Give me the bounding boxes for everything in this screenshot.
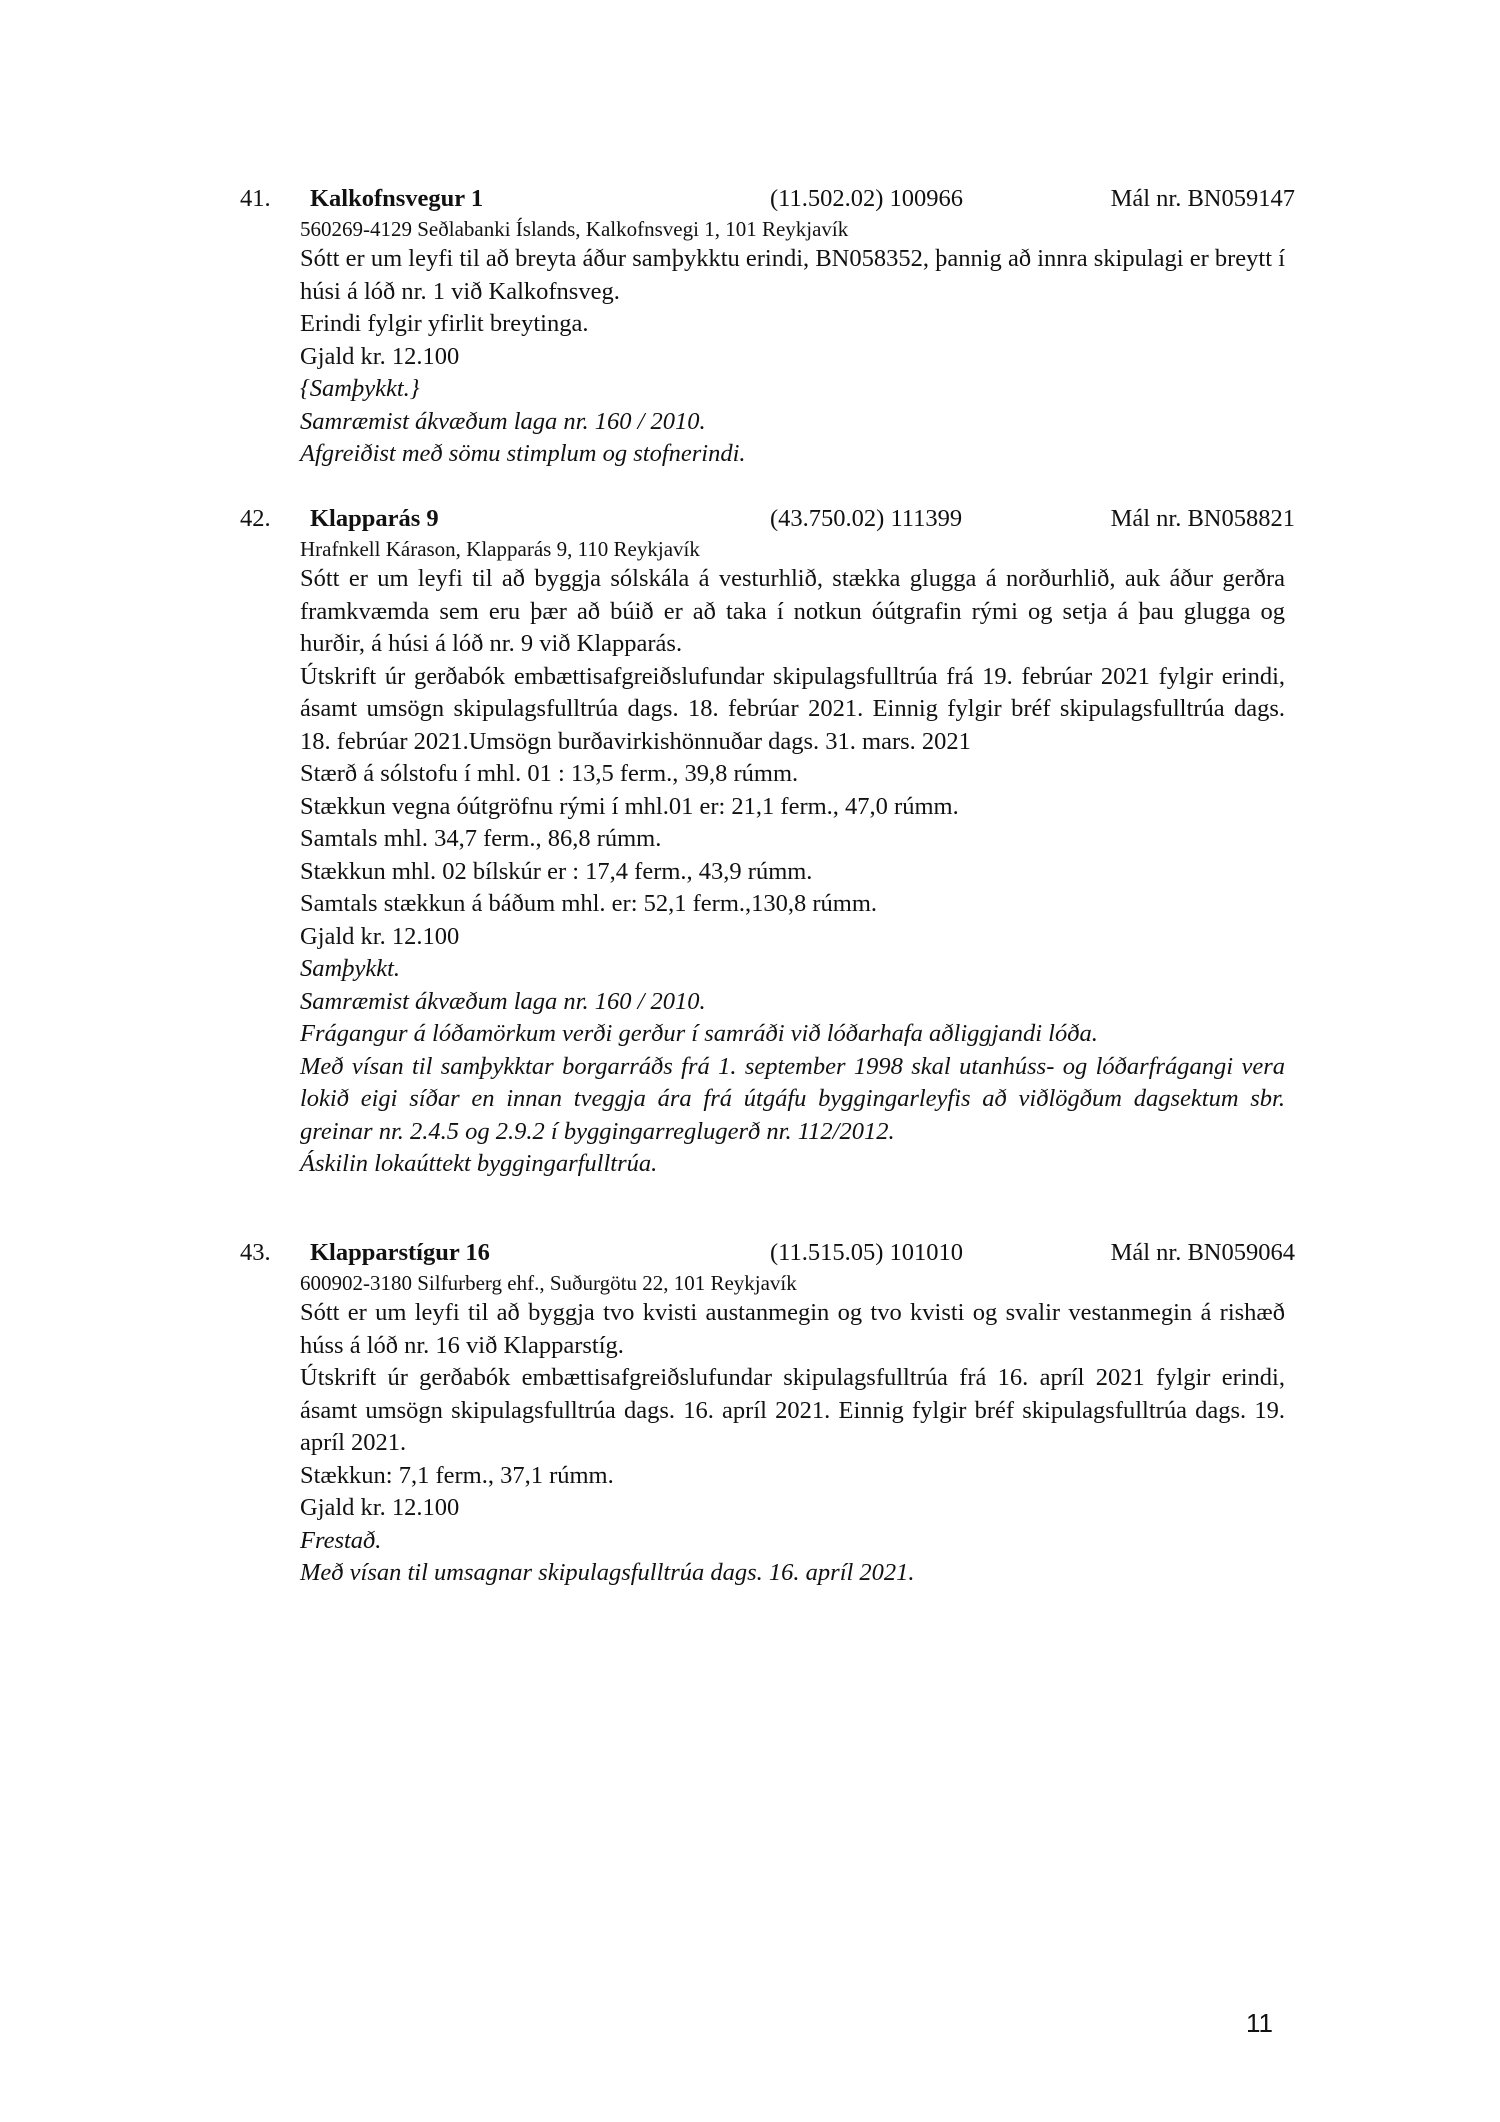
case-note: Samtals mhl. 34,7 ferm., 86,8 rúmm. [300, 825, 662, 852]
case-number: 42. [240, 505, 271, 532]
case-fee: Gjald kr. 12.100 [300, 342, 460, 370]
case-number: 43. [240, 1239, 271, 1266]
case-decision-note: Frágangur á lóðamörkum verði gerður í samráði við lóðarhafa aðliggjandi lóða. [300, 1020, 1098, 1047]
case-note: Útskrift úr gerðabók embættisafgreiðslufundar skipulagsfulltrúa frá 19. febrúar 2021 fylgir erindi, ásamt umsögn skipulagsfulltrúa dags. 18. febrúar 2021. Einnig fylgir bréf skipulagsfulltrúa dags. 18. febrúar 2021.Umsögn burðavirkishönnuðar dags. 31. mars. 2021 [300, 662, 1285, 755]
case-id: Mál nr. BN059147 [1110, 185, 1295, 212]
case-reference: (11.502.02) 100966 [770, 185, 964, 212]
case-note: Útskrift úr gerðabók embættisafgreiðslufundar skipulagsfulltrúa frá 16. apríl 2021 fylgir erindi, ásamt umsögn skipulagsfulltrúa dags. 16. apríl 2021. Einnig fylgir bréf skipulagsfulltrúa dags. 19. apríl 2021. [300, 1364, 1285, 1456]
case-title: Klapparás 9 [310, 505, 439, 532]
case-decision: Samþykkt. [300, 955, 400, 982]
case-decision-note: Afgreiðist með sömu stimplum og stofnerindi. [300, 440, 746, 467]
case-note: Samtals stækkun á báðum mhl. er: 52,1 ferm.,130,8 rúmm. [300, 890, 878, 917]
case-decision: {Samþykkt.} [300, 375, 420, 402]
case-decision: Frestað. [300, 1526, 382, 1554]
case-note: Erindi fylgir yfirlit breytinga. [300, 310, 589, 337]
case-title: Klapparstígur 16 [310, 1239, 490, 1266]
case-fee: Gjald kr. 12.100 [300, 1494, 460, 1521]
case-item-41 [240, 182, 1295, 471]
case-reference: (43.750.02) 111399 [770, 505, 963, 532]
case-fee: Gjald kr. 12.100 [300, 922, 460, 950]
case-note: Stækkun mhl. 02 bílskúr er : 17,4 ferm., 43,9 rúmm. [300, 857, 813, 885]
case-note: Stækkun vegna óútgröfnu rými í mhl.01 er: 21,1 ferm., 47,0 rúmm. [300, 792, 959, 820]
case-decision-note: Með vísan til samþykktar borgarráðs frá 1. september 1998 skal utanhúss- og lóðarfrágangi vera lokið eigi síðar en innan tveggja ára frá útgáfu byggingarleyfis að viðlögðum dagsektum sbr. greinar nr. 2.4.5 og 2.9.2 í byggingarreglugerð nr. 112/2012. [300, 1052, 1285, 1145]
case-applicant: 600902-3180 Silfurberg ehf., Suðurgötu 22, 101 Reykjavík [300, 1271, 797, 1295]
case-applicant: Hrafnkell Kárason, Klapparás 9, 110 Reykjavík [300, 537, 700, 561]
case-id: Mál nr. BN059064 [1110, 1239, 1295, 1266]
case-title: Kalkofnsvegur 1 [310, 185, 484, 212]
case-decision-note: Áskilin lokaúttekt byggingarfulltrúa. [300, 1150, 658, 1177]
case-note: Stærð á sólstofu í mhl. 01 : 13,5 ferm., 39,8 rúmm. [300, 760, 799, 787]
case-header [240, 182, 1295, 216]
case-description: Sótt er um leyfi til að byggja tvo kvisti austanmegin og tvo kvisti og svalir vestanmegin á rishæð húss á lóð nr. 16 við Klapparstíg. [300, 1299, 1285, 1359]
case-number: 41. [240, 185, 271, 212]
case-applicant: 560269-4129 Seðlabanki Íslands, Kalkofnsvegi 1, 101 Reykjavík [300, 217, 849, 241]
case-decision-note: Samræmist ákvæðum laga nr. 160 / 2010. [300, 407, 706, 435]
case-description: Sótt er um leyfi til að breyta áður samþykktu erindi, BN058352, þannig að innra skipulagi er breytt í húsi á lóð nr. 1 við Kalkofnsveg. [300, 245, 1285, 305]
case-reference: (11.515.05) 101010 [770, 1239, 964, 1266]
case-note: Stækkun: 7,1 ferm., 37,1 rúmm. [300, 1461, 614, 1489]
case-item-42 [240, 502, 1295, 1181]
case-decision-note: Samræmist ákvæðum laga nr. 160 / 2010. [300, 987, 706, 1015]
case-decision-note: Með vísan til umsagnar skipulagsfulltrúa dags. 16. apríl 2021. [300, 1559, 915, 1586]
case-description: Sótt er um leyfi til að byggja sólskála á vesturhlið, stækka glugga á norðurhlið, auk áður gerðra framkvæmda sem eru þær að búið er að taka í notkun óútgrafin rými og setja á þau glugga og hurðir, á húsi á lóð nr. 9 við Klapparás. [300, 565, 1285, 657]
case-item-43 [240, 1236, 1295, 1590]
case-header [240, 1236, 1295, 1270]
case-header [240, 502, 1295, 536]
page-number: 11 [1246, 2008, 1273, 2038]
case-id: Mál nr. BN058821 [1110, 505, 1295, 532]
